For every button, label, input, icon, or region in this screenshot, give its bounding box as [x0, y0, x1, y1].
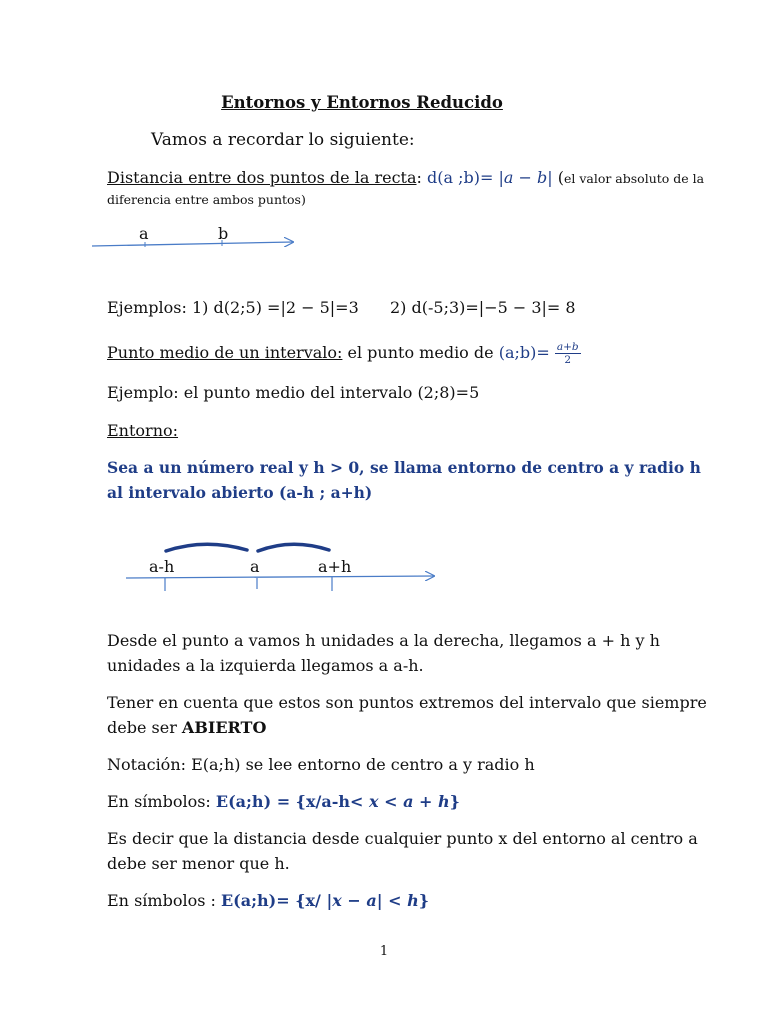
example-1: Ejemplos: 1) d(2;5) =|2 − 5|=3	[107, 298, 359, 317]
notation-text: Notación: E(a;h) se lee entorno de centro a y radio h	[107, 755, 535, 774]
definition-line2: al intervalo abierto (a-h ; a+h)	[107, 483, 373, 502]
distance-label: Distancia entre dos puntos de la recta	[107, 168, 417, 187]
para2-line2-prefix: debe ser	[107, 718, 182, 737]
distance-colon: :	[416, 168, 422, 187]
midpoint-example: Ejemplo: el punto medio del intervalo (2;8)=5	[107, 383, 480, 402]
page-title: Entornos y Entornos Reducido	[221, 93, 503, 112]
midpoint-label: Punto medio de un intervalo:	[107, 343, 343, 362]
para3-line1: Es decir que la distancia desde cualquier punto x del entorno al centro a	[107, 829, 698, 848]
midpoint-text: el punto medio de	[342, 343, 499, 362]
symbols1-math: < x < a + h	[350, 792, 450, 811]
line1-label-a: a	[139, 224, 149, 243]
symbols2-math: |x − a| < h	[326, 891, 419, 910]
distance-note-open: (	[552, 168, 564, 187]
distance-formula-math: |a − b|	[498, 168, 553, 187]
line2-label-center: a	[250, 557, 260, 576]
distance-note-line2: diferencia entre ambos puntos)	[107, 192, 306, 207]
line2-label-right: a+h	[318, 557, 352, 576]
symbols2-prefix: En símbolos :	[107, 891, 221, 910]
page-number: 1	[379, 944, 389, 959]
symbols2-close: }	[418, 891, 430, 910]
number-line-2	[126, 576, 434, 578]
para2-line2-bold: ABIERTO	[181, 718, 267, 737]
definition-line1: Sea a un número real y h > 0, se llama entorno de centro a y radio h	[107, 458, 701, 477]
brace-left	[166, 544, 247, 551]
brace-right	[258, 544, 329, 551]
para1-line1: Desde el punto a vamos h unidades a la derecha, llegamos a + h y h	[107, 631, 660, 650]
para2-line1: Tener en cuenta que estos son puntos extremos del intervalo que siempre	[107, 693, 707, 712]
para1-line2: unidades a la izquierda llegamos a a-h.	[107, 656, 424, 675]
symbols1-prefix: En símbolos:	[107, 792, 216, 811]
distance-note-line1: el valor absoluto de la	[563, 171, 705, 186]
para3-line2: debe ser menor que h.	[107, 854, 290, 873]
midpoint-frac-numerator: a+b	[556, 341, 579, 353]
midpoint-frac-denominator: 2	[564, 354, 572, 366]
distance-formula-prefix: d(a ;b)=	[427, 168, 499, 187]
symbols1-close: }	[449, 792, 460, 811]
line2-label-left: a-h	[149, 557, 175, 576]
symbols2-bold: E(a;h)= {x/	[220, 891, 327, 910]
number-line-1	[92, 242, 293, 246]
example-2: 2) d(-5;3)=|−5 − 3|= 8	[390, 298, 576, 317]
midpoint-interval: (a;b)=	[498, 343, 555, 362]
entorno-heading: Entorno:	[107, 421, 179, 440]
symbols1-bold: E(a;h) = {x/a-h	[215, 792, 350, 811]
intro-text: Vamos a recordar lo siguiente:	[151, 130, 415, 150]
line1-label-b: b	[218, 224, 229, 243]
